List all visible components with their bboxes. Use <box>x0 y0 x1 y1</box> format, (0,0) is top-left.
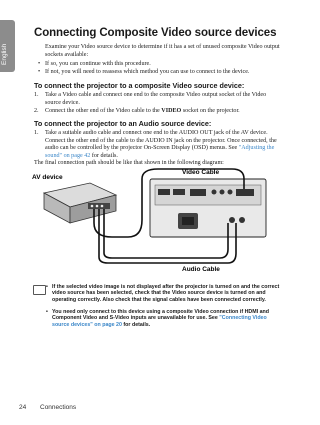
projector-panel <box>150 179 266 237</box>
final-connection-text: The final connection path should be like that shown in the following diagram: <box>34 160 224 166</box>
intro-paragraph: Examine your Video source device to determine if it has a set of unused composite Video output sockets available: <box>45 44 280 58</box>
note-1: • If the selected video image is not displayed after the projector is turned on and the correct video source has been selected, check that the Video source device is turned on and operating correctly. Also check that the signal cables have been connected correctly. <box>46 284 280 303</box>
av-device-illustration <box>44 183 116 223</box>
note-2: • You need only connect to this device using a composite Video connection if HDMI and Component Video and S-Video inputs are unavailable for use. See "Connecting Video source devices" on page 20 for details. <box>46 309 270 328</box>
video-step-2 <box>34 108 277 116</box>
audio-step-1 <box>34 130 279 160</box>
bullet-item: • If not, you will need to reassess which method you can use to connect to the device. <box>45 69 249 77</box>
language-tab <box>0 20 15 72</box>
video-socket-label: VIDEO <box>161 108 182 114</box>
av-device-label: AV device <box>32 174 63 181</box>
step-text: Take a suitable audio cable and connect one end to the AUDIO OUT jack of the AV device. Connect the other end of the cable to the AUDIO IN jack on the projector. Once connected, the audio can be controlled by the projector On-Screen Display (OSD) menus. See <box>45 130 277 152</box>
page-title: Connecting Composite Video source devices <box>34 27 277 39</box>
note-text: You need only connect to this device using a composite Video connection if HDMI and Component Video and S-Video inputs are unavailable for use. See <box>52 309 270 322</box>
note-text: for details. <box>123 321 151 328</box>
step-text: Take a Video cable and connect one end to the composite Video output socket of the Video source device. <box>45 92 267 106</box>
bullet-item: • If so, you can continue with this procedure. <box>45 61 151 69</box>
page-number: 24 <box>19 404 27 411</box>
connecting-video-link[interactable]: "Connecting Video source devices" on page 20 <box>52 315 267 328</box>
step-text: Connect the other end of the Video cable to the <box>45 108 160 114</box>
step-number: 1. <box>34 92 39 98</box>
section-heading-audio: To connect the projector to an Audio source device: <box>34 119 212 128</box>
step-number: 2. <box>34 108 39 114</box>
footer-section: Connections <box>40 404 77 411</box>
adjusting-sound-link[interactable]: "Adjusting the sound" on page 42 <box>45 145 275 159</box>
note-icon <box>33 285 46 295</box>
step-text: socket on the projector. <box>182 108 240 114</box>
language-tab-label: English <box>1 43 8 65</box>
section-heading-video: To connect the projector to a composite Video source device: <box>34 81 245 90</box>
video-cable-label: Video Cable <box>182 169 220 176</box>
connection-diagram <box>32 165 272 275</box>
step-text: for details. <box>91 152 118 159</box>
audio-cable-label: Audio Cable <box>182 266 220 273</box>
note-text: If the selected video image is not displayed after the projector is turned on and the correct video source has been selected, check that the Video source device is turned on and operating correctly. Also check that the signal cables have been connected correctly. <box>52 284 280 303</box>
video-step-1 <box>34 92 277 107</box>
step-number: 1. <box>34 130 39 136</box>
